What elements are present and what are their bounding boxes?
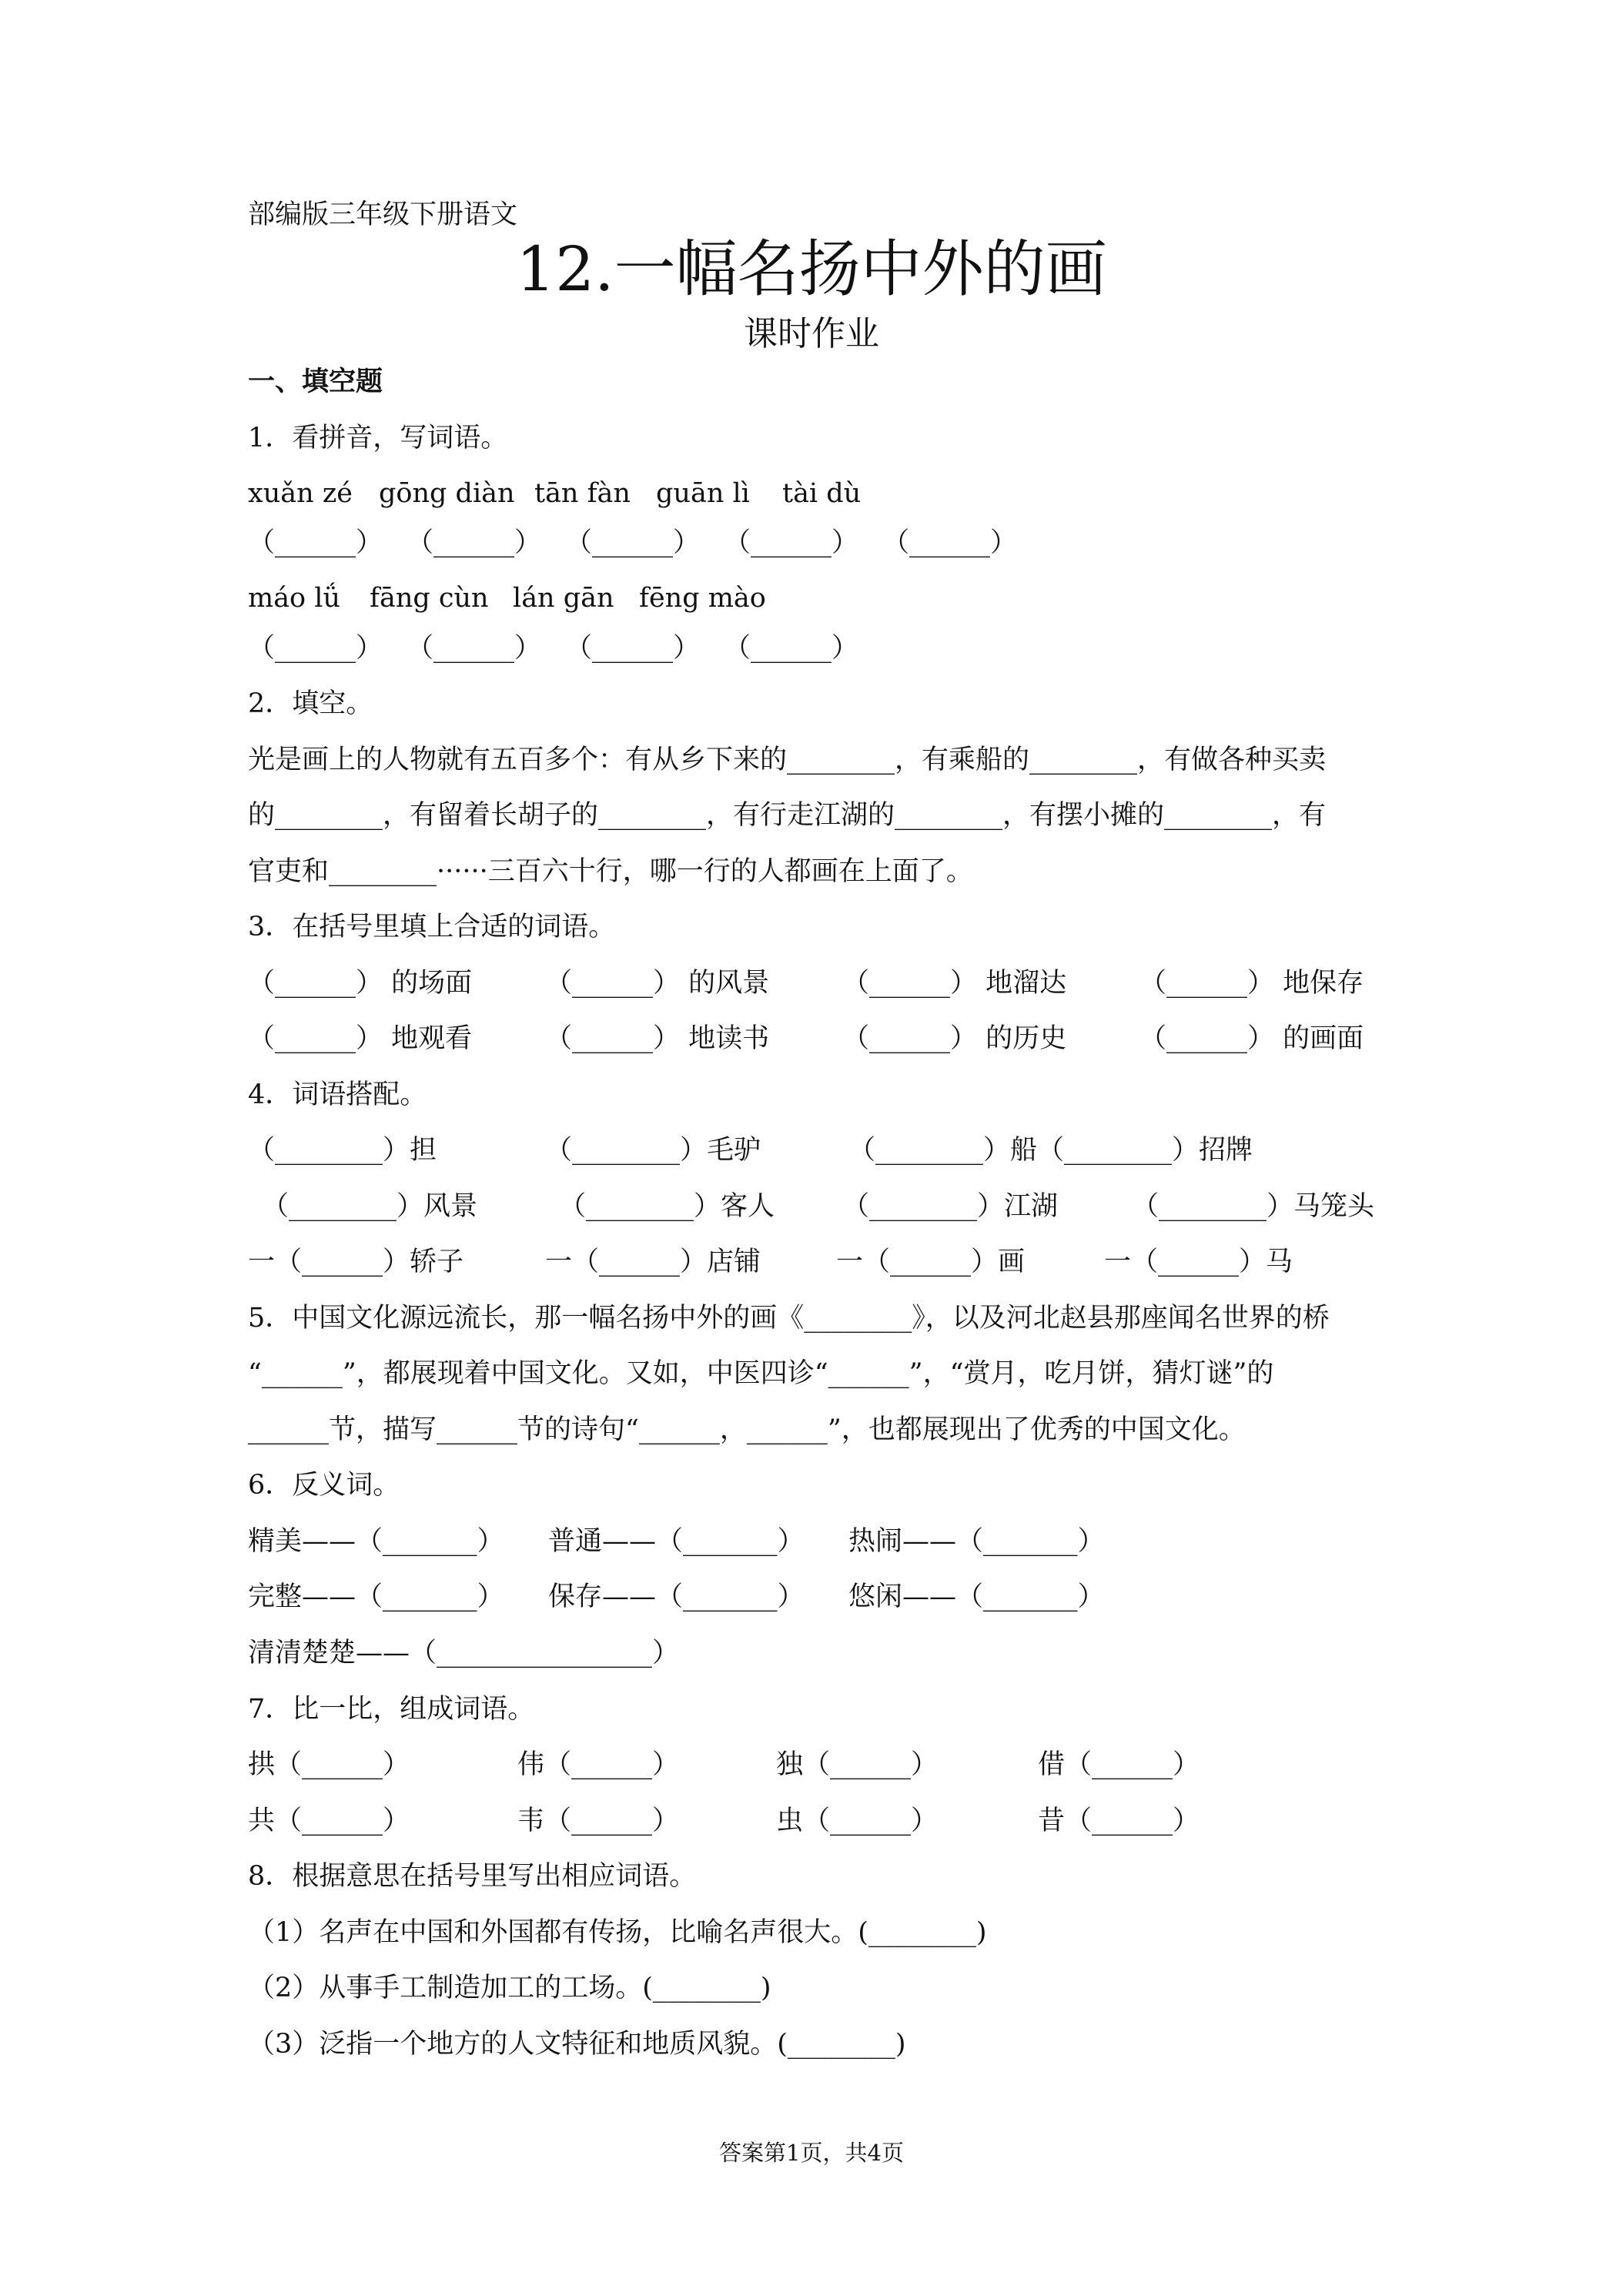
antonym-item[interactable]: 完整——（_______） (248, 1581, 504, 1612)
q7-stem: 7．比一比，组成词语。 (248, 1694, 535, 1725)
fill-item[interactable]: （______） 的场面 (248, 968, 473, 999)
series-label: 部编版三年级下册语文 (248, 199, 518, 230)
answer-blank[interactable]: （______） (565, 527, 701, 558)
antonym-item[interactable]: 保存——（_______） (548, 1581, 805, 1612)
q5-line-1: 5．中国文化源远流长，那一幅名扬中外的画《________》，以及河北赵县那座闻名世界的桥 (248, 1303, 1330, 1334)
match-item[interactable]: （________）马笼头 (1132, 1191, 1375, 1222)
compare-item[interactable]: 韦（______） (517, 1806, 680, 1836)
answer-blank[interactable]: （______） (724, 633, 859, 664)
fill-item[interactable]: （______） 的历史 (842, 1023, 1067, 1054)
pinyin-2: gōng diàn (379, 478, 515, 509)
q5-line-3: ______节，描写______节的诗句“______，______”，也都展现出了优秀的中国文化。 (248, 1414, 1246, 1445)
answer-blank[interactable]: （______） (248, 527, 383, 558)
q2-stem: 2．填空。 (248, 688, 373, 719)
answer-blank[interactable]: （______） (882, 527, 1018, 558)
q6-stem: 6．反义词。 (248, 1470, 400, 1501)
q1-stem: 1．看拼音，写词语。 (248, 423, 508, 454)
q3-stem: 3．在括号里填上合适的词语。 (248, 912, 616, 942)
match-item[interactable]: 一（______）店铺 (545, 1247, 761, 1277)
compare-item[interactable]: 伟（______） (517, 1749, 680, 1780)
match-item[interactable]: 一（______）轿子 (248, 1247, 464, 1277)
fill-item[interactable]: （______） 的画面 (1139, 1023, 1364, 1054)
compare-item[interactable]: 昔（______） (1038, 1806, 1200, 1836)
fill-item[interactable]: （______） 地溜达 (842, 968, 1067, 999)
answer-blank[interactable]: （______） (407, 527, 542, 558)
answer-blank[interactable]: （______） (724, 527, 859, 558)
pinyin-8: lán gān (513, 583, 614, 614)
q8-stem: 8．根据意思在括号里写出相应词语。 (248, 1861, 697, 1892)
page-footer: 答案第1页，共4页 (719, 2140, 904, 2166)
pinyin-6: máo lǘ (248, 583, 340, 614)
q5-line-2: “______”，都展现着中国文化。又如，中医四诊“______”，“赏月，吃月饼，猜灯谜”的 (248, 1358, 1274, 1389)
compare-item[interactable]: 独（______） (776, 1749, 939, 1780)
fill-item[interactable]: （______） 地观看 (248, 1023, 473, 1054)
page-subtitle: 课时作业 (744, 314, 879, 353)
q2-line-3: 官吏和________······三百六十行，哪一行的人都画在上面了。 (248, 856, 973, 887)
pinyin-5: tài dù (782, 478, 862, 509)
q8-item-3[interactable]: （3）泛指一个地方的人文特征和地质风貌。(________) (248, 2029, 906, 2060)
antonym-item[interactable]: 精美——（_______） (248, 1526, 504, 1557)
antonym-item[interactable]: 悠闲——（_______） (848, 1581, 1105, 1612)
answer-blank[interactable]: （______） (248, 633, 383, 664)
pinyin-4: guān lì (656, 478, 750, 509)
q4-stem: 4．词语搭配。 (248, 1079, 427, 1110)
antonym-item[interactable]: 热闹——（_______） (848, 1526, 1105, 1557)
answer-blank[interactable]: （______） (407, 633, 542, 664)
fill-item[interactable]: （______） 地读书 (545, 1023, 770, 1054)
pinyin-9: fēng mào (639, 583, 766, 614)
page-title: 12.一幅名扬中外的画 (516, 233, 1107, 305)
section-heading: 一、填空题 (248, 366, 383, 397)
fill-item[interactable]: （______） 的风景 (545, 968, 770, 999)
antonym-item[interactable]: 普通——（_______） (548, 1526, 805, 1557)
q8-item-2[interactable]: （2）从事手工制造加工的工场。(________) (248, 1973, 771, 2003)
match-item[interactable]: （________）毛驴 (545, 1135, 761, 1166)
match-item[interactable]: 一（______）马 (1104, 1247, 1293, 1277)
q2-line-2: 的________，有留着长胡子的________，有行走江湖的________，有摆小摊的________，有 (248, 800, 1327, 831)
match-item[interactable]: （________）风景 (262, 1191, 478, 1222)
pinyin-1: xuǎn zé (248, 478, 353, 509)
fill-item[interactable]: （______） 地保存 (1139, 968, 1364, 999)
q6-row-3[interactable]: 清清楚楚——（________________） (248, 1638, 680, 1668)
q8-item-1[interactable]: （1）名声在中国和外国都有传扬，比喻名声很大。(________) (248, 1917, 987, 1948)
match-item[interactable]: 一（______）画 (836, 1247, 1026, 1277)
match-item[interactable]: （________）江湖 (842, 1191, 1059, 1222)
answer-blank[interactable]: （______） (565, 633, 701, 664)
compare-item[interactable]: 拱（______） (248, 1749, 410, 1780)
pinyin-3: tān fàn (534, 478, 631, 509)
pinyin-7: fāng cùn (370, 583, 489, 614)
match-item[interactable]: （________）客人 (559, 1191, 775, 1222)
compare-item[interactable]: 借（______） (1038, 1749, 1200, 1780)
compare-item[interactable]: 共（______） (248, 1806, 410, 1836)
q2-line-1: 光是画上的人物就有五百多个：有从乡下来的________，有乘船的________，有做各种买卖 (248, 745, 1327, 775)
compare-item[interactable]: 虫（______） (776, 1806, 939, 1836)
match-item[interactable]: （________）船（________）招牌 (848, 1135, 1253, 1166)
match-item[interactable]: （________）担 (248, 1135, 437, 1166)
